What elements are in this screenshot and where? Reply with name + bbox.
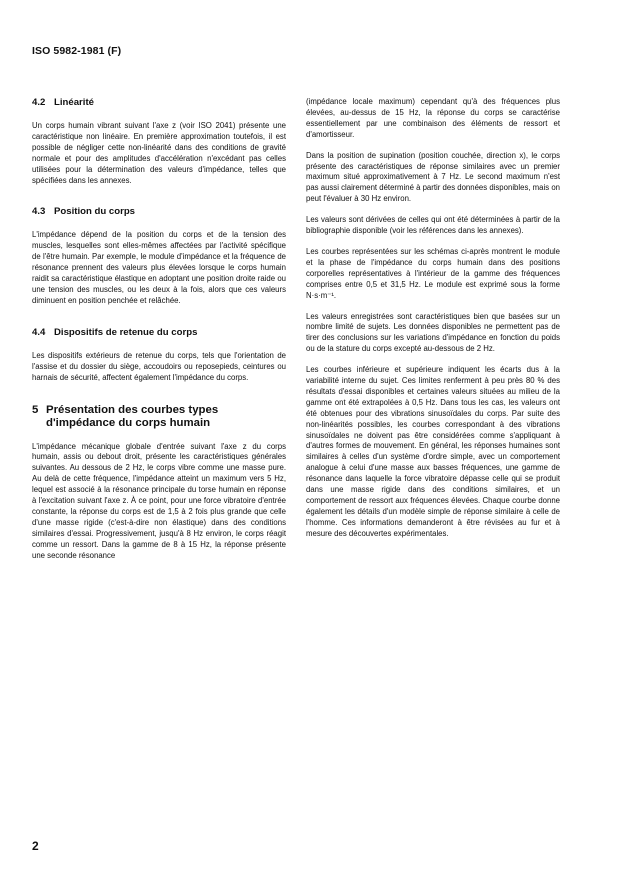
section-heading (32, 327, 286, 338)
paragraph: Les courbes inférieure et supérieure indiquent les écarts dus à la variabilité interne du sujet. Ces limites renferment à peu près 80 % des résultats d'essai disponibles et certaines valeurs situées au milieu de la gamme ont été extrapolées à 0,5 Hz. Dans tous les cas, les valeurs ont été obtenues pour des vibrations sinusoïdales du corps. Par suite des non-linéarités possibles, les courbes correspondant à des vibrations sinusoïdales ne doivent pas être considérées comme s'appliquant à d'autres formes de mouvement. En général, les réponses humaines sont similaires à celles d'un système d'ordre simple, avec un comportement analogue à celui d'une masse aux basses fréquences, une gamme de résonance dans laquelle la force vibratoire dépasse celle qui se produit dans une masse rigide dans des conditions similaires, et un comportement de ressort aux fréquences élevées. Chaque courbe donne également les détails d'un modèle simple de réponse similaire à celle de l'homme. Ces informations demanderont à être révisées au fur et à mesure des découvertes expérimentales. (306, 365, 560, 538)
paragraph: Les dispositifs extérieurs de retenue du corps, tels que l'orientation de l'assise et du dossier du siège, accoudoirs ou reposepieds, ceintures ou harnais de sécurité, affectent également l'impédance du corps. (32, 350, 286, 382)
paragraph: Les valeurs enregistrées sont caractéristiques bien que basées sur un nombre limité de sujets. Les données disponibles ne permettent pas de tirer des conclusions sur les variations d'impédance en fonction du poids ou de la stature du corps excepté au-dessous de 2 Hz. (306, 311, 560, 354)
section-number: 5 (32, 403, 39, 416)
section-title: Dispositifs de retenue du corps (54, 326, 198, 338)
paragraph: Les valeurs sont dérivées de celles qui ont été déterminées à partir de la bibliographie disponible (voir les références dans les annexes). (306, 215, 560, 236)
section-heading (32, 206, 286, 217)
section-4-4 (32, 327, 286, 384)
section-4-3 (32, 206, 286, 306)
section-5 (32, 404, 286, 562)
section-number: 4.2 (32, 97, 46, 108)
page-number: 2 (32, 839, 39, 853)
paragraph: Un corps humain vibrant suivant l'axe z (voir ISO 2041) présente une caractéristique non linéaire. En première approximation toutefois, il est possible de négliger cette non-linéarité dans des conditions de gravité normale et pour des amplitudes d'accélération n'excédant pas celles utilisées pour la détermination des valeurs d'impédance, telles que spécifiées dans les annexes. (32, 121, 286, 185)
paragraph: Les courbes représentées sur les schémas ci-après montrent le module et la phase de l'impédance du corps humain dans des positions corporelles représentatives à l'intérieur de la gamme des fréquences comprises entre 0,5 et 31,5 Hz. Le module est exprimé sous la forme N·s·m⁻¹. (306, 246, 560, 300)
right-column (306, 97, 560, 550)
section-number: 4.4 (32, 326, 46, 338)
section-heading (32, 404, 286, 430)
paragraph: L'impédance mécanique globale d'entrée suivant l'axe z du corps humain, assis ou debout droit, présente les caractéristiques générales suivantes. Au dessous de 2 Hz, le corps vibre comme une masse pure. Au delà de cette fréquence, l'impédance atteint un maximum vers 5 Hz, lequel est associé à la résonance principale du torse humain en réponse à l'excitation suivant l'axe z. À ce point, pour une force vibratoire d'entrée constante, la réponse du corps est de 1,5 à 2 fois plus grande que celle d'une masse rigide (c'est-à-dire non élastique) dans des conditions similaires d'essai. Progressivement, jusqu'à 8 Hz environ, le corps réagit comme un ressort. Dans la gamme de 8 à 15 Hz, la réponse présente une seconde résonance (32, 441, 286, 560)
paragraph: Dans la position de supination (position couchée, direction x), le corps présente des caractéristiques de réponse similaires avec un premier maximum situé approximativement à 7 Hz. Le second maximum n'est pas aussi clairement déterminé à partir des données disponibles, mais on peut l'évaluer à 30 Hz environ. (306, 150, 560, 204)
left-column (32, 97, 286, 581)
paragraph: L'impédance dépend de la position du corps et de la tension des muscles, lesquelles sont elles-mêmes affectées par l'activité spécifique de l'être humain. Par exemple, le module d'impédance et la fréquence de résonance prennent des valeurs plus élevées lorsque le corps humain raidit sa caractéristique élastique en adoptant une position droite raide ou une tension des muscles, ou les deux à la fois, alors que ces valeurs diminuent en position penchée et relâchée. (32, 230, 286, 305)
document-id: ISO 5982-1981 (F) (32, 45, 122, 57)
section-4-2 (32, 97, 286, 186)
section-number: 4.3 (32, 206, 46, 218)
section-title: Linéarité (54, 97, 94, 108)
section-title: Présentation des courbes types d'impédance du corps humain (46, 403, 219, 429)
section-heading (32, 97, 286, 108)
paragraph: (impédance locale maximum) cependant qu'à des fréquences plus élevées, au-dessus de 15 Hz, la réponse du corps se caractérise essentiellement par une combinaison des éléments de ressort et d'amortisseur. (306, 97, 560, 139)
section-title: Position du corps (54, 206, 136, 218)
